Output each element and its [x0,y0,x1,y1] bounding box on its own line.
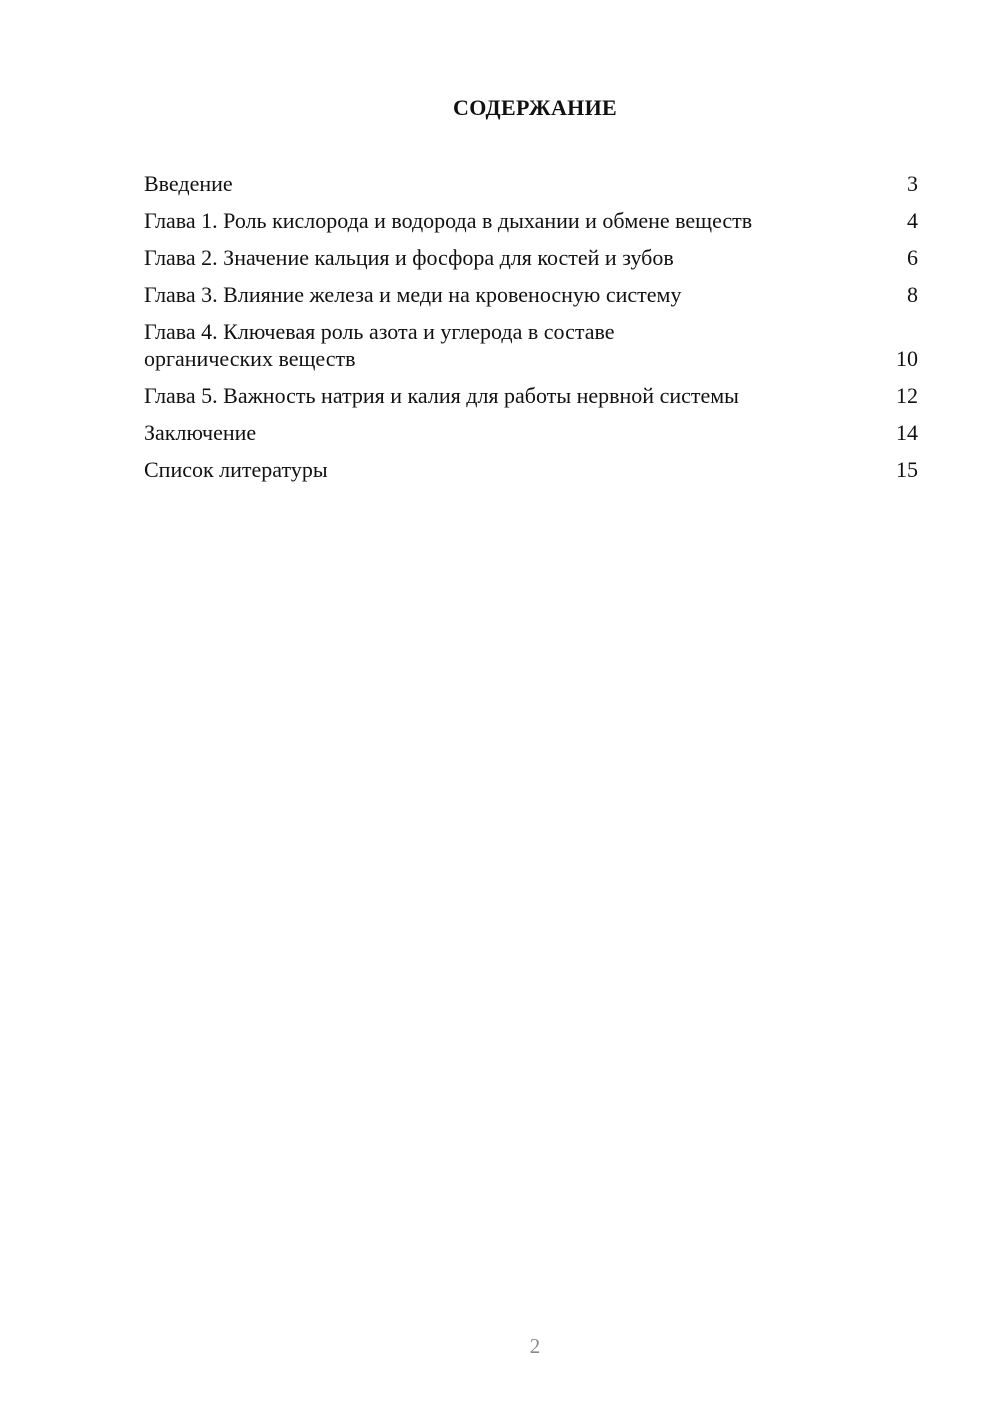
toc-entry-page: 12 [896,383,918,408]
toc-entry-page: 8 [907,282,918,307]
page-number: 2 [529,1334,541,1358]
toc-entry-text: Глава 1. Роль кислорода и водорода в дыхании и обмене веществ [144,208,753,233]
toc-entry-chapter-4 [144,318,918,372]
toc-entry-chapter-3 [144,281,918,308]
toc-entry-page: 14 [896,420,918,445]
toc-entry-references [144,456,918,483]
toc-entry-introduction [144,170,918,197]
toc-entry-chapter-5 [144,382,918,409]
toc-entry-text: Список литературы [144,457,328,482]
toc-entry-text: Глава 2. Значение кальция и фосфора для костей и зубов [144,245,674,270]
toc-entry-chapter-1 [144,207,918,234]
toc-entry-text: Глава 4. Ключевая роль азота и углерода в составе органических веществ [144,319,615,371]
toc-entry-page: 10 [896,346,918,371]
toc-entry-page: 6 [907,245,918,270]
toc-entry-text: Глава 5. Важность натрия и калия для работы нервной системы [144,383,739,408]
toc-title: СОДЕРЖАНИЕ [453,95,617,120]
toc-entry-text: Введение [144,171,233,196]
toc-entry-chapter-2 [144,244,918,271]
toc-entry-page: 15 [896,457,918,482]
toc-entry-conclusion [144,419,918,446]
toc-entry-text: Заключение [144,420,257,445]
toc-entry-text: Глава 3. Влияние железа и меди на кровеносную систему [144,282,682,307]
toc-entry-page: 3 [907,171,918,196]
toc-entry-page: 4 [907,208,918,233]
toc-list [144,170,918,493]
